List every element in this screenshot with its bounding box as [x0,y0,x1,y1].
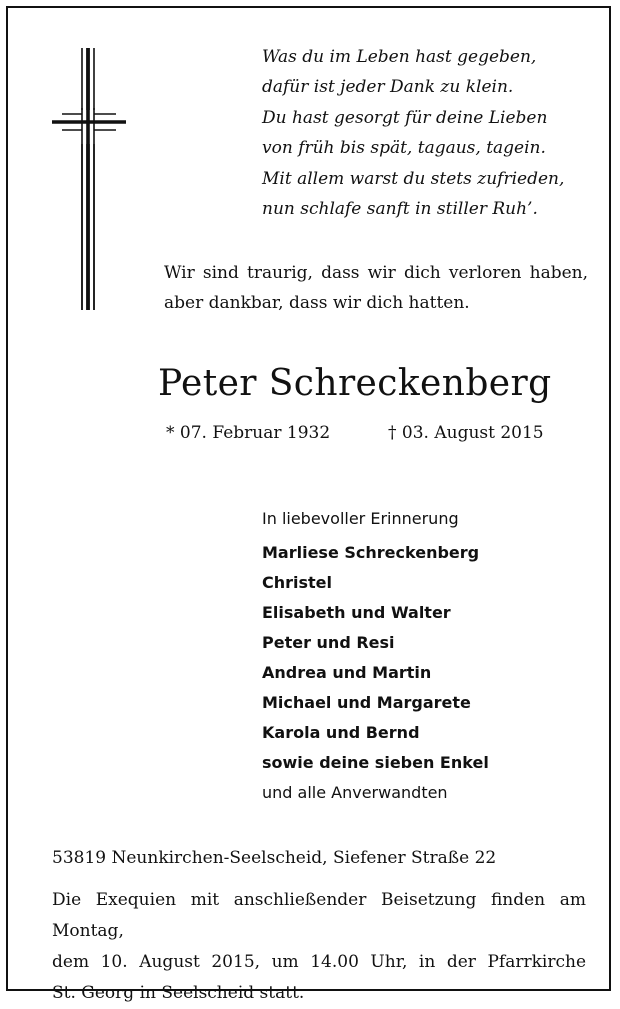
mourner-name: Karola und Bernd [262,723,420,742]
consolation-line: aber dankbar, dass wir dich hatten. [164,293,470,313]
birth-date: * 07. Februar 1932 [166,423,331,443]
mourner-name: Michael und Margarete [262,693,471,712]
address: 53819 Neunkirchen-Seelscheid, Siefener Straße 22 [52,848,497,868]
mourners-closing: und alle Anverwandten [262,783,448,802]
funeral-line: Die Exequien mit anschließender Beisetzung finden am Montag, [52,890,586,941]
poem [262,42,564,224]
mourner-name: Christel [262,573,333,592]
mourner-name: Elisabeth und Walter [262,603,451,622]
funeral-notice [52,885,586,1009]
consolation-line: Wir sind traurig, dass wir dich verloren haben, [164,263,588,283]
consolation-text [164,258,588,318]
poem-line: von früh bis spät, tagaus, tagein. [262,138,546,159]
mourner-name: Marliese Schreckenberg [262,543,480,562]
funeral-line: St. Georg in Seelscheid statt. [52,983,305,1003]
poem-line: nun schlafe sanft in stiller Ruh’. [262,199,538,220]
funeral-line: dem 10. August 2015, um 14.00 Uhr, in der Pfarrkirche [52,952,586,972]
cross-icon [48,48,132,310]
obituary-frame [6,6,611,1003]
mourner-name: Peter und Resi [262,633,395,652]
mourners-list [262,504,489,808]
poem-line: Was du im Leben hast gegeben, [262,47,537,67]
deceased-name: Peter Schreckenberg [158,363,552,404]
poem-line: dafür ist jeder Dank zu klein. [262,77,514,98]
death-date: † 03. August 2015 [388,423,544,443]
poem-line: Mit allem warst du stets zufrieden, [262,168,565,189]
poem-line: Du hast gesorgt für deine Lieben [262,107,548,128]
mourners-intro: In liebevoller Erinnerung [262,509,459,528]
mourner-name: sowie deine sieben Enkel [262,753,489,772]
mourner-name: Andrea und Martin [262,663,432,682]
